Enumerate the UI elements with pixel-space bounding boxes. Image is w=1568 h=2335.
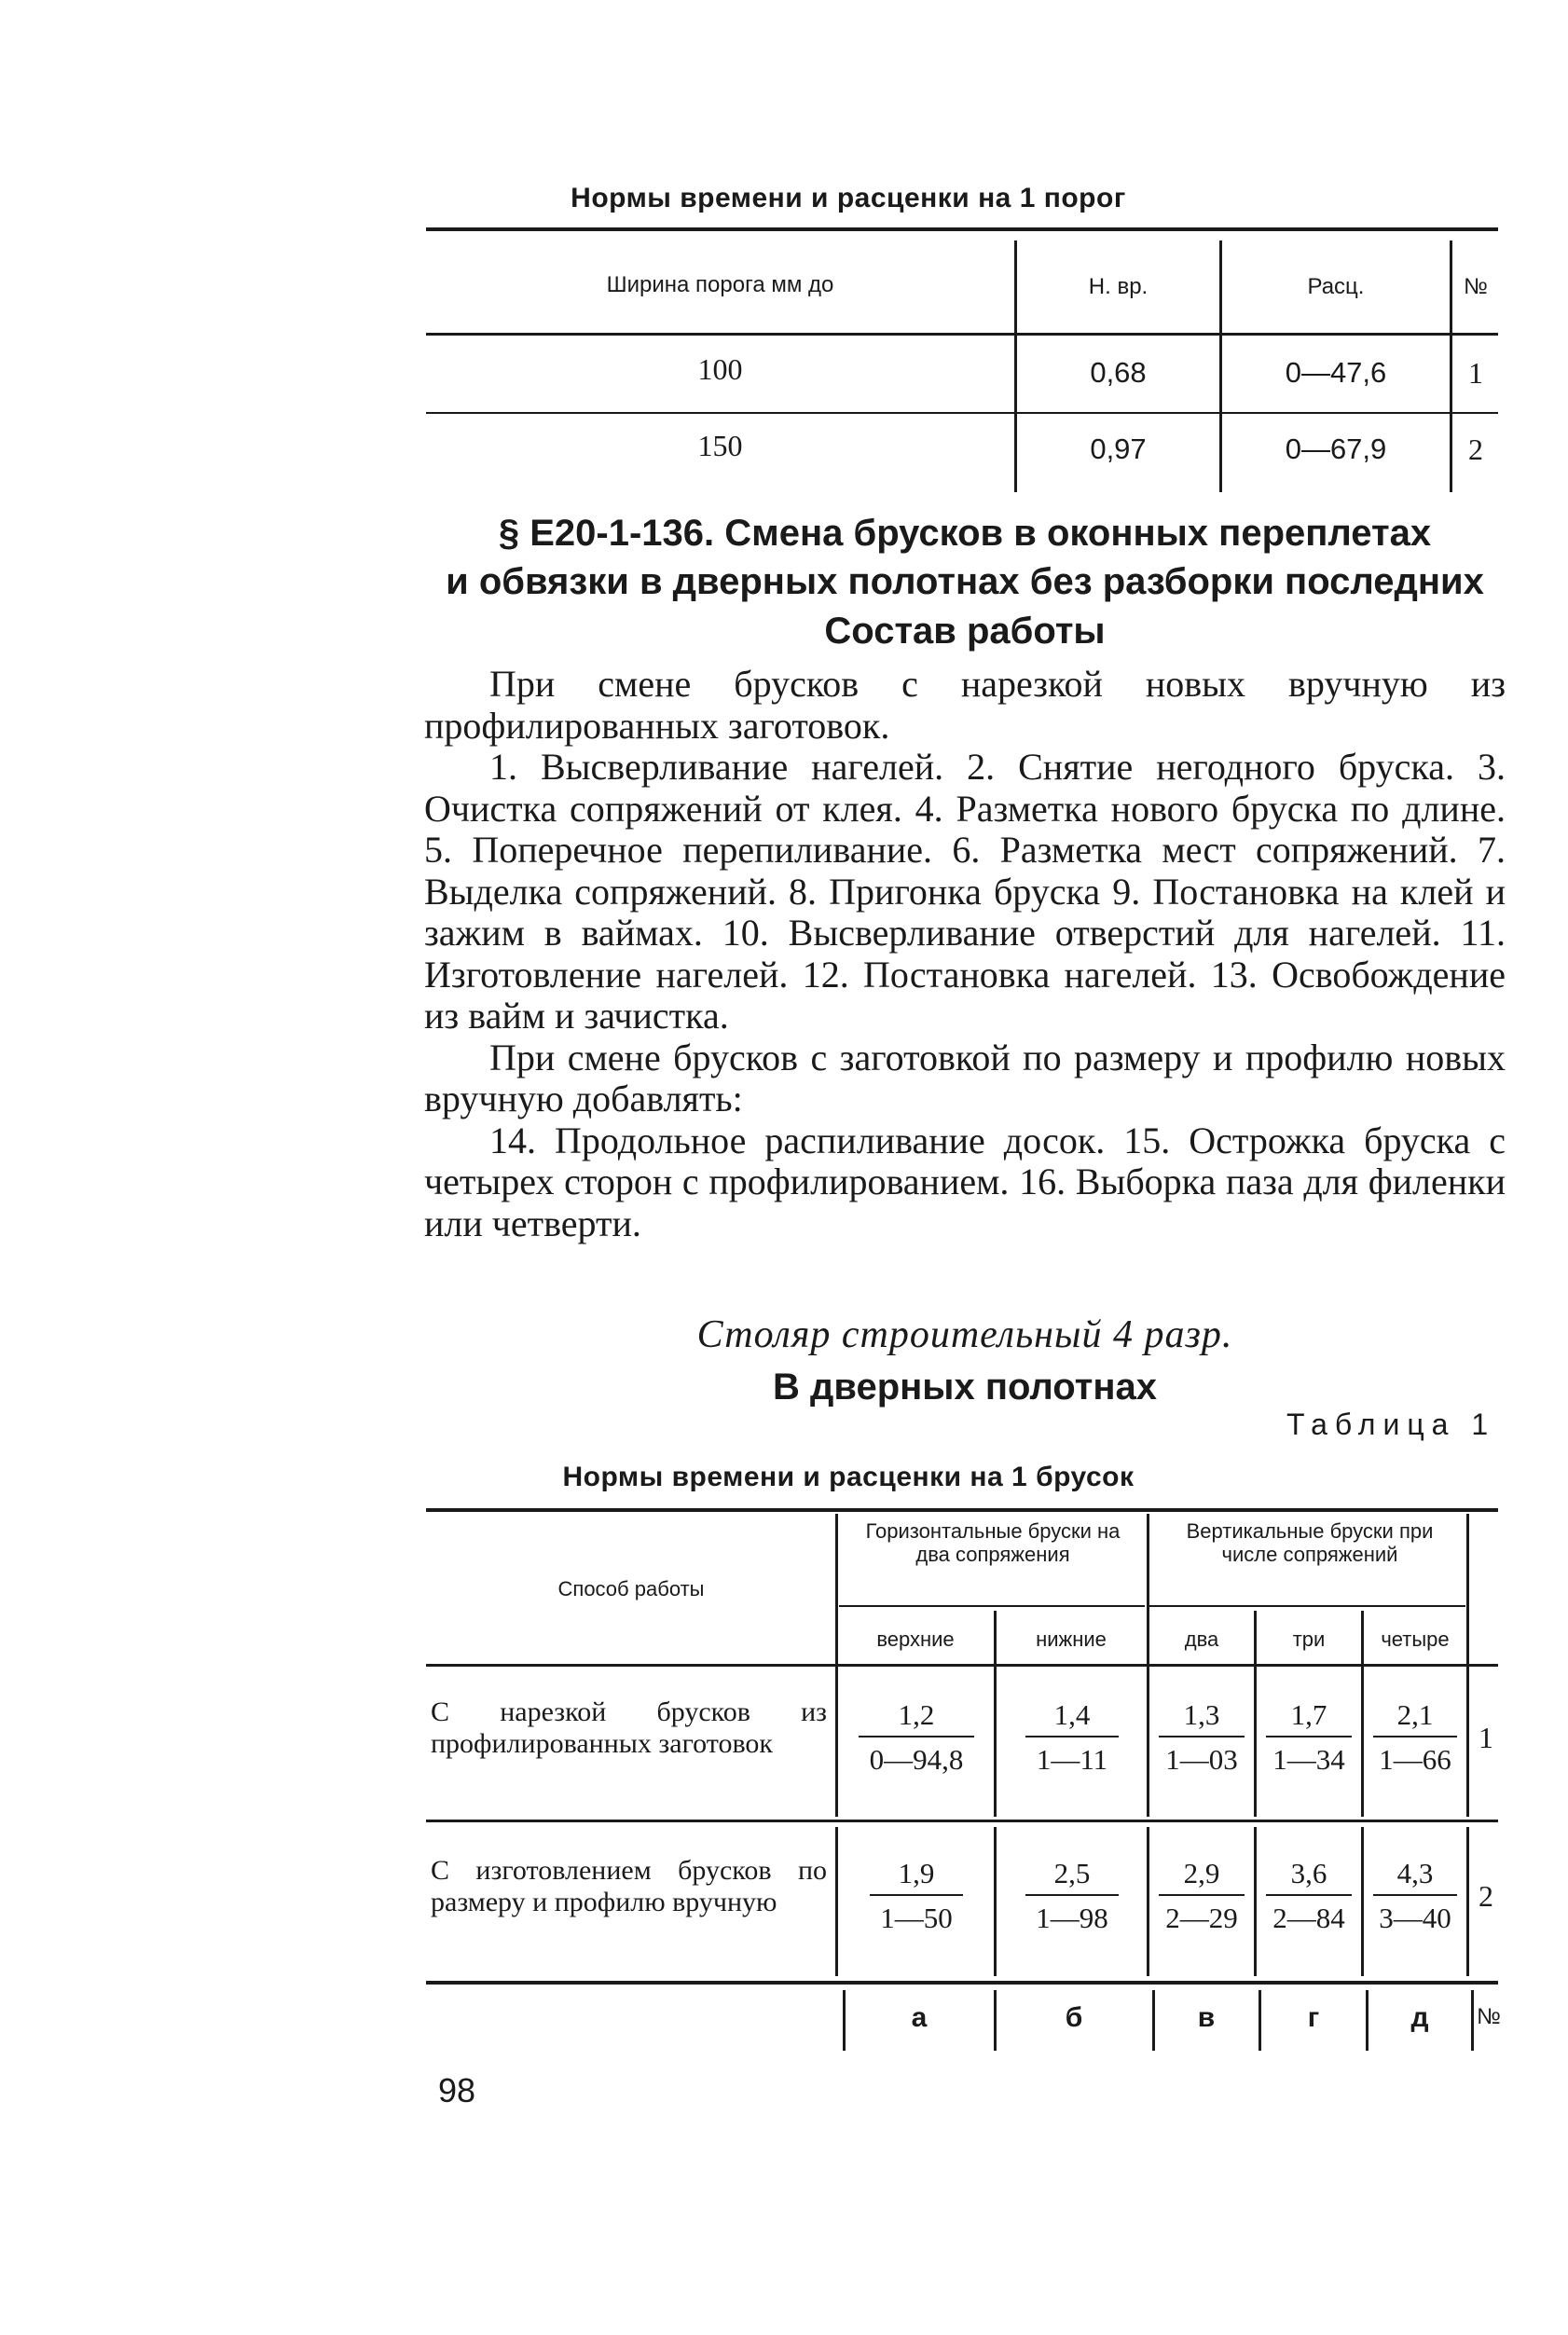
table1-cell-rate: 0—67,9 — [1285, 433, 1387, 465]
column-letter: а — [911, 2002, 928, 2033]
table2-divider-four — [1466, 1514, 1469, 1817]
table2-value-cell — [1367, 1857, 1464, 1935]
table1-header-rate: Расц. — [1307, 274, 1365, 299]
norm-value: 1,9 — [898, 1857, 935, 1889]
norm-value: 1,3 — [1183, 1698, 1220, 1731]
table2-letter-divider-6 — [1471, 1990, 1474, 2051]
norm-value: 1,2 — [898, 1698, 935, 1731]
table2-header-four: четыре — [1381, 1628, 1450, 1651]
column-letter: г — [1307, 2002, 1320, 2033]
composition-title: Состав работы — [824, 611, 1106, 652]
column-num-symbol: № — [1477, 2004, 1501, 2029]
table2-top-rule — [426, 1508, 1498, 1512]
table1-cell-num: 1 — [1468, 356, 1483, 390]
norm-value: 2,5 — [1053, 1857, 1091, 1889]
paragraph: При смене брусков с нарезкой новых вручную из профилированных заготовок. — [424, 663, 1506, 747]
rate-value: 1—50 — [880, 1902, 953, 1934]
table1-header-norm: Н. вр. — [1088, 274, 1148, 299]
table1-cell-num: 2 — [1468, 433, 1483, 466]
column-letter: б — [1065, 2002, 1083, 2033]
paragraph: 14. Продольное распиливание досок. 15. Острожка бруска с четырех сторон с профилированием. 16. Выборка паза для филенки или четверти. — [424, 1119, 1506, 1244]
table2-divider-horizontal-2 — [1147, 1827, 1149, 1976]
rate-value: 1—11 — [1036, 1743, 1108, 1776]
table2-header-upper: верхние — [876, 1628, 955, 1651]
rate-value: 1—03 — [1165, 1743, 1238, 1776]
section-heading-line2: и обвязки в дверных полотнах без разборки последних — [446, 561, 1484, 602]
table2-divider-method — [835, 1514, 838, 1817]
table1-header-width: Ширина порога мм до — [606, 272, 834, 297]
table2-letter-divider-5 — [1366, 1990, 1369, 2051]
table1-cell-norm: 0,68 — [1090, 356, 1147, 389]
table1-header-num: № — [1464, 274, 1488, 299]
table2-letter-divider-1 — [843, 1990, 846, 2051]
rate-value: 2—84 — [1272, 1902, 1345, 1934]
table2-divider-three-2 — [1361, 1827, 1364, 1976]
table2-divider-upper — [994, 1611, 997, 1817]
norm-value: 2,9 — [1183, 1857, 1220, 1889]
table1-row-rule — [426, 412, 1498, 414]
table2-divider-method-2 — [835, 1827, 838, 1976]
table2-value-cell — [1367, 1698, 1464, 1777]
table2-value-cell — [1002, 1857, 1142, 1935]
subsection-title: В дверных полотнах — [773, 1367, 1157, 1408]
table-label: Таблица 1 — [1286, 1408, 1496, 1441]
table2-row-rule — [426, 1820, 1498, 1822]
table1-cell-rate: 0—47,6 — [1285, 356, 1387, 389]
table2-letter-divider-3 — [1152, 1990, 1155, 2051]
composition-text — [424, 664, 1506, 1244]
table2-header-two: два — [1184, 1628, 1219, 1651]
table2-header-horizontal: Горизонтальные бруски на два сопряжения — [865, 1519, 1121, 1566]
rate-value: 3—40 — [1379, 1902, 1451, 1934]
norm-value: 4,3 — [1396, 1857, 1434, 1889]
table1-divider-1 — [1014, 240, 1017, 492]
table2-method-cell: С нарезкой брусков из профилированных заготовок — [431, 1696, 827, 1759]
norm-value: 3,6 — [1290, 1857, 1327, 1889]
rate-value: 1—98 — [1036, 1902, 1108, 1934]
norm-value: 1,4 — [1053, 1698, 1091, 1731]
norm-value: 2,1 — [1396, 1698, 1434, 1731]
table2-divider-three — [1361, 1611, 1364, 1817]
table2-value-cell — [1259, 1857, 1358, 1935]
norm-value: 1,7 — [1290, 1698, 1327, 1731]
table2-divider-two — [1254, 1611, 1257, 1817]
table2-value-cell — [1152, 1857, 1251, 1935]
rate-value: 1—34 — [1272, 1743, 1345, 1776]
table2-row-num: 1 — [1479, 1721, 1493, 1754]
paragraph: При смене брусков с заготовкой по размеру и профилю новых вручную добавлять: — [424, 1036, 1506, 1119]
table2-divider-upper-2 — [994, 1827, 997, 1976]
table1-header-rule — [426, 333, 1498, 336]
table2-divider-horizontal — [1147, 1514, 1149, 1817]
table2-bottom-rule — [426, 1981, 1498, 1985]
table2-value-cell — [1152, 1698, 1251, 1777]
table2-value-cell — [844, 1698, 989, 1777]
table2-header-lower: нижние — [1036, 1628, 1107, 1651]
paragraph: 1. Высверливание нагелей. 2. Снятие негодного бруска. 3. Очистка сопряжений от клея. 4. Разметка нового бруска по длине. 5. Поперечное перепиливание. 6. Разметка мест сопряжений. 7. Выделка сопряжений. 8. Пригонка бруска 9. Постановка на клей и зажим в ваймах. 10. Высверливание отверстий для нагелей. 11. Изготовление нагелей. 12. Постановка нагелей. 13. Освобождение из вайм и зачистка. — [424, 746, 1506, 1037]
table1-divider-2 — [1219, 240, 1222, 492]
table1-top-rule — [426, 227, 1498, 231]
table1-cell-norm: 0,97 — [1090, 433, 1147, 465]
table2-value-cell — [1002, 1698, 1142, 1777]
page-number: 98 — [438, 2071, 476, 2109]
table1-cell-width: 100 — [697, 352, 743, 386]
table2-row-num: 2 — [1479, 1879, 1493, 1913]
table2-method-cell: С изготовлением брусков по размеру и профилю вручную — [431, 1855, 827, 1917]
table2-value-cell — [1259, 1698, 1358, 1777]
table2-divider-four-2 — [1466, 1827, 1469, 1976]
section-heading-line1: § Е20-1-136. Смена брусков в оконных переплетах — [498, 513, 1432, 554]
rate-value: 0—94,8 — [869, 1743, 964, 1776]
column-letter: в — [1197, 2002, 1216, 2033]
table2-header-three: три — [1292, 1628, 1326, 1651]
column-letter: д — [1410, 2002, 1429, 2033]
table2-group-rule-vertical — [1148, 1605, 1465, 1607]
table2-header-vertical: Вертикальные бруски при числе сопряжений — [1186, 1519, 1434, 1566]
table2-group-rule-horizontal — [839, 1605, 1145, 1607]
table1-cell-width: 150 — [697, 429, 743, 462]
table2-divider-two-2 — [1254, 1827, 1257, 1976]
table2-header-method: Способ работы — [557, 1577, 705, 1600]
table2-header-rule — [426, 1664, 1498, 1667]
table1-caption: Нормы времени и расценки на 1 порог — [571, 183, 1126, 213]
rate-value: 2—29 — [1165, 1902, 1238, 1934]
table2-caption: Нормы времени и расценки на 1 брусок — [562, 1462, 1135, 1492]
worker-grade: Столяр строительный 4 разр. — [696, 1313, 1233, 1356]
table2-letter-divider-4 — [1259, 1990, 1261, 2051]
table2-value-cell — [844, 1857, 989, 1935]
rate-value: 1—66 — [1379, 1743, 1451, 1776]
table2-letter-divider-2 — [994, 1990, 997, 2051]
